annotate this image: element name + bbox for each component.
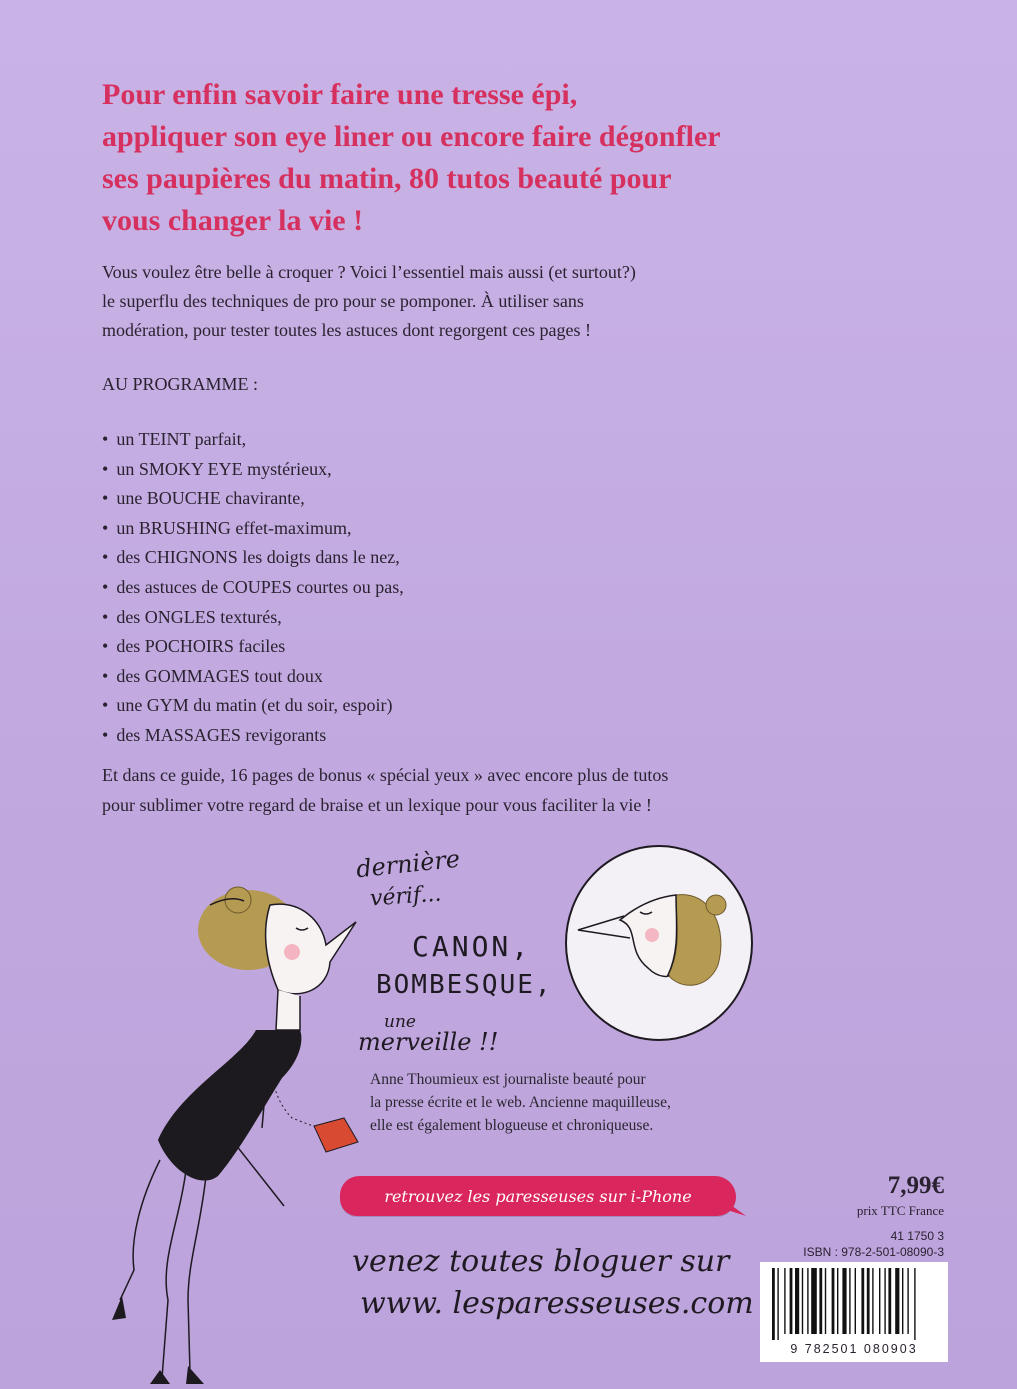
isbn: ISBN : 978-2-501-08090-3 (803, 1245, 944, 1259)
barcode-bar (807, 1268, 808, 1334)
product-code: 41 1750 3 (890, 1229, 944, 1243)
barcode-bar (861, 1268, 864, 1334)
face (266, 904, 356, 994)
list-item: • des POCHOIRS faciles (102, 632, 702, 662)
barcode-digits: 9 782501 080903 (760, 1342, 948, 1356)
barcode-bar (772, 1268, 775, 1340)
blog-url: www. lesparesseuses.com (360, 1286, 754, 1321)
speech-line: dernière (354, 844, 462, 884)
headline-line: Pour enfin savoir faire une tresse épi, (102, 78, 578, 111)
red-purse (314, 1118, 358, 1152)
bio-line: Anne Thoumieux est journaliste beauté pour (370, 1071, 646, 1088)
barcode-bar (842, 1268, 846, 1334)
list-item: • des GOMMAGES tout doux (102, 662, 702, 692)
iphone-banner: retrouvez les paresseuses sur i-Phone (340, 1176, 736, 1216)
barcode-bar (825, 1268, 826, 1334)
black-dress (158, 1030, 301, 1181)
speech-line: BOMBESQUE, (376, 970, 553, 1000)
price-note: prix TTC France (856, 1203, 944, 1218)
barcode-bar (914, 1268, 915, 1340)
barcode-bar (872, 1268, 873, 1334)
barcode-bars (760, 1262, 948, 1342)
list-item: • des ONGLES texturés, (102, 603, 702, 633)
programme-title: AU PROGRAMME : (102, 374, 259, 394)
intro-line: modération, pour tester toutes les astuces dont regorgent ces pages ! (102, 320, 592, 340)
barcode-bar (855, 1268, 856, 1334)
barcode-bar (879, 1268, 880, 1334)
headline-line: vous changer la vie ! (102, 204, 364, 237)
bonus-line: pour sublimer votre regard de braise et un lexique pour vous faciliter la vie ! (102, 795, 652, 815)
speech-line: CANON, (412, 930, 532, 963)
barcode-bar (867, 1268, 870, 1334)
bio-line: elle est également blogueuse et chroniqueuse. (370, 1117, 654, 1134)
blog-invite: venez toutes bloguer sur (352, 1244, 730, 1279)
speech-line: une (384, 1012, 416, 1032)
list-item: • des CHIGNONS les doigts dans le nez, (102, 543, 702, 573)
price: 7,99€ (887, 1172, 944, 1199)
speech-line: merveille !! (358, 1028, 499, 1056)
barcode-bar (837, 1268, 838, 1334)
bonus-line: Et dans ce guide, 16 pages de bonus « spécial yeux » avec encore plus de tutos (102, 765, 669, 785)
intro-line: Vous voulez être belle à croquer ? Voici l’essentiel mais aussi (et surtout?) (102, 262, 636, 282)
speech-line: vérif... (369, 881, 443, 912)
barcode-bar (784, 1268, 785, 1334)
barcode-bar (884, 1268, 885, 1334)
headline-line: appliquer son eye liner ou encore faire dégonfler (102, 120, 721, 153)
intro-line: le superflu des techniques de pro pour se pomponer. À utiliser sans (102, 291, 584, 311)
list-item: • un TEINT parfait, (102, 425, 702, 455)
list-item: • une BOUCHE chavirante, (102, 484, 702, 514)
headline-line: ses paupières du matin, 80 tutos beauté pour (102, 162, 672, 195)
list-item: • des MASSAGES revigorants (102, 721, 702, 751)
barcode-bar (802, 1268, 803, 1334)
list-item: • un BRUSHING effet-maximum, (102, 514, 702, 544)
barcode-bar (902, 1268, 903, 1334)
bio-line: la presse écrite et le web. Ancienne maquilleuse, (370, 1094, 671, 1111)
barcode-bar (849, 1268, 850, 1334)
list-item: • des astuces de COUPES courtes ou pas, (102, 573, 702, 603)
barcode-bar (888, 1268, 891, 1334)
barcode-bar (907, 1268, 908, 1334)
barcode-bar (832, 1268, 835, 1334)
barcode-bar (811, 1268, 817, 1334)
barcode-bar (790, 1268, 793, 1334)
author-bio (370, 1068, 790, 1137)
barcode-bar (795, 1268, 799, 1334)
list-item: • un SMOKY EYE mystérieux, (102, 455, 702, 485)
barcode-bar (895, 1268, 899, 1334)
barcode-bar (819, 1268, 822, 1334)
barcode-bar (777, 1268, 778, 1340)
list-item: • une GYM du matin (et du soir, espoir) (102, 691, 702, 721)
